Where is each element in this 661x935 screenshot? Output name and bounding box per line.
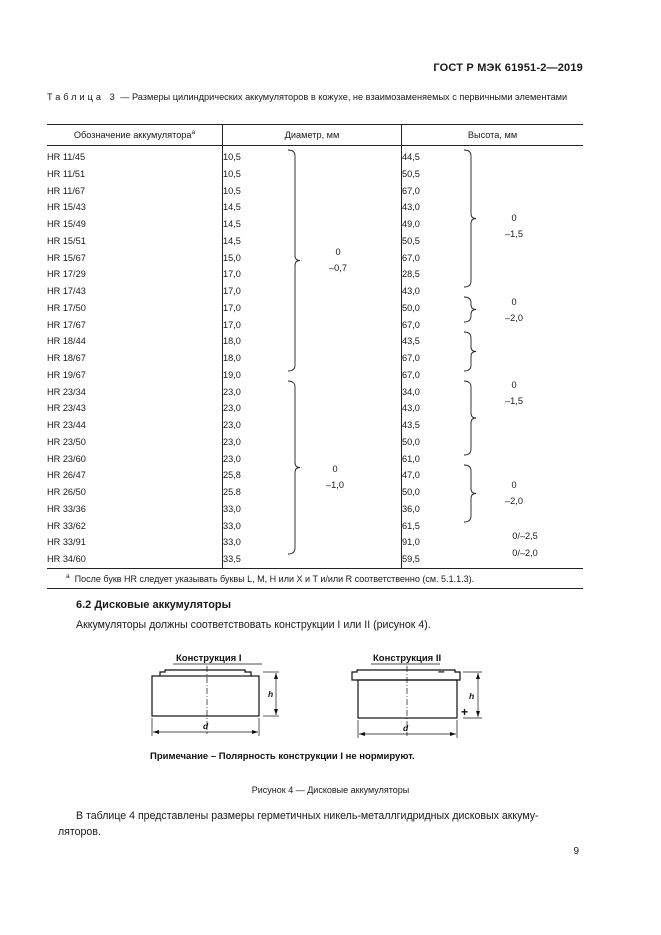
- height-tol-2: 0 –2,0: [505, 297, 523, 323]
- document-header: ГОСТ Р МЭК 61951-2—2019: [433, 62, 583, 74]
- cell-diameter: 25.8: [223, 484, 402, 501]
- table-row: [47, 250, 583, 267]
- cell-height: 61,5: [402, 518, 584, 535]
- cell-designation: HR 11/67: [47, 185, 86, 196]
- cell-designation: HR 11/45: [47, 152, 86, 162]
- cell-diameter: 10,5: [223, 166, 402, 183]
- table-row: [47, 166, 583, 183]
- cell-diameter: 23,0: [223, 384, 402, 401]
- cell-height: 43,0: [402, 199, 584, 216]
- construction-2-label: Конструкция II: [373, 653, 442, 664]
- closing-paragraph-line-1: В таблице 4 представлены размеры герметичных никель-металлгидридных дисковых аккуму-: [76, 810, 539, 822]
- cell-diameter: 15,0: [223, 250, 402, 267]
- page-number: 9: [573, 846, 579, 857]
- cell-height: 43,0: [402, 283, 584, 300]
- cell-designation: HR 19/67: [47, 369, 86, 380]
- cell-diameter: 25,8: [223, 467, 402, 484]
- figure-note: Примечание – Полярность конструкции I не нормируют.: [150, 751, 415, 762]
- col-diameter-header: Диаметр, мм: [223, 125, 402, 146]
- figure-caption: Рисунок 4 — Дисковые аккумуляторы: [251, 785, 410, 795]
- cell-designation: HR 17/50: [47, 302, 86, 313]
- cell-diameter: 14,5: [223, 199, 402, 216]
- diameter-tol-1: 0 –0,7: [329, 247, 347, 273]
- cell-designation: HR 23/34: [47, 386, 86, 397]
- cell-designation: HR 15/49: [47, 219, 86, 229]
- cell-diameter: 17,0: [223, 266, 402, 283]
- cell-height: 50,5: [402, 166, 584, 183]
- cell-diameter: 10,5: [223, 146, 402, 166]
- cell-designation: HR 15/43: [47, 202, 86, 213]
- table-row: [47, 434, 583, 451]
- cell-diameter: 33,0: [223, 534, 402, 551]
- cell-height: 67,0: [402, 350, 584, 367]
- cell-diameter: 18,0: [223, 350, 402, 367]
- dim-h-1: h: [268, 689, 274, 699]
- dim-h-2: h: [469, 691, 475, 701]
- cell-designation: HR 33/36: [47, 503, 86, 514]
- cell-designation: HR 33/91: [47, 537, 86, 548]
- cell-diameter: 17,0: [223, 317, 402, 334]
- table-caption-text: — Размеры цилиндрических аккумуляторов в кожухе, не взаимозаменяемых с первичными элементами: [117, 92, 568, 102]
- cell-height: 28,5: [402, 266, 584, 283]
- cell-designation: HR 15/51: [47, 235, 86, 246]
- diameter-tol-2: 0 –1,0: [326, 464, 344, 490]
- cell-height: 36,0: [402, 501, 584, 518]
- dimensions-table: [47, 124, 583, 589]
- cell-height: 43,5: [402, 417, 584, 434]
- cell-height: 59,5: [402, 551, 584, 568]
- table-row: [47, 417, 583, 434]
- construction-1-label: Конструкция I: [176, 653, 242, 664]
- cell-diameter: 23,0: [223, 400, 402, 417]
- section-intro: Аккумуляторы должны соответствовать конструкции I или II (рисунок 4).: [76, 619, 431, 631]
- height-tol-3: 0 –1,5: [505, 380, 523, 406]
- cell-height: 47,0: [402, 467, 584, 484]
- cell-height: 50,0: [402, 300, 584, 317]
- cell-diameter: 10,5: [223, 183, 402, 200]
- cell-diameter: 19,0: [223, 367, 402, 384]
- cell-designation: HR 18/67: [47, 353, 86, 363]
- cell-designation: HR 34/60: [47, 554, 86, 564]
- cell-diameter: 17,0: [223, 300, 402, 317]
- dim-d-2: d: [403, 723, 409, 733]
- cell-diameter: 23,0: [223, 451, 402, 468]
- table-row: [47, 266, 583, 283]
- cell-height: 67,0: [402, 250, 584, 267]
- table-footnote: $^а$ После букв HR следует указывать буквы L, M, H или X и T и/или R соответственно (см. 5.1.1.3).: [47, 568, 583, 588]
- cell-diameter: 33,0: [223, 501, 402, 518]
- minus-sign: –: [438, 664, 445, 678]
- closing-paragraph-line-2: ляторов.: [58, 826, 101, 838]
- table-row: [47, 183, 583, 200]
- cell-designation: HR 18/44: [47, 336, 86, 347]
- table-row: [47, 350, 583, 367]
- cell-designation: HR 23/44: [47, 420, 86, 430]
- cell-height: 61,0: [402, 451, 584, 468]
- cell-designation: HR 26/47: [47, 470, 86, 481]
- dim-d-1: d: [203, 721, 209, 731]
- table-row: [47, 146, 583, 166]
- height-tol-single-a: 0/–2,5: [512, 531, 538, 541]
- cell-diameter: 14,5: [223, 233, 402, 250]
- cell-height: 43,0: [402, 400, 584, 417]
- cell-height: 44,5: [402, 146, 584, 166]
- cell-designation: HR 23/43: [47, 403, 86, 414]
- cell-designation: HR 26/50: [47, 487, 86, 497]
- table-footnote-row: [47, 568, 583, 588]
- cell-height: 50,0: [402, 434, 584, 451]
- cell-height: 50,0: [402, 484, 584, 501]
- table-row: [47, 333, 583, 350]
- plus-sign: +: [461, 705, 469, 719]
- cell-height: 67,0: [402, 317, 584, 334]
- cell-diameter: 18,0: [223, 333, 402, 350]
- cell-height: 49,0: [402, 216, 584, 233]
- cell-diameter: 33,5: [223, 551, 402, 568]
- table-caption-label: Таблица 3: [47, 92, 118, 102]
- cell-diameter: 23,0: [223, 434, 402, 451]
- cell-diameter: 23,0: [223, 417, 402, 434]
- figure-disc-batteries: [0, 650, 661, 770]
- table-header-row: [47, 125, 583, 146]
- cell-height: 34,0: [402, 384, 584, 401]
- col-designation-header: Обозначение аккумулятора$^а$: [47, 125, 223, 146]
- height-tol-4: 0 –2,0: [505, 480, 523, 506]
- cell-height: 67,0: [402, 183, 584, 200]
- cell-diameter: 33,0: [223, 518, 402, 535]
- cell-diameter: 14,5: [223, 216, 402, 233]
- cell-designation: HR 33/62: [47, 520, 86, 531]
- height-tol-single-b: 0/–2,0: [512, 548, 538, 558]
- cell-designation: HR 15/67: [47, 252, 86, 263]
- cell-height: 91,0: [402, 534, 584, 551]
- cell-designation: HR 17/43: [47, 286, 86, 296]
- cell-designation: HR 23/50: [47, 436, 86, 447]
- col-height-header: Высота, мм: [402, 125, 584, 146]
- height-tol-1: 0 –1,5: [505, 213, 523, 239]
- section-title: 6.2 Дисковые аккумуляторы: [76, 599, 232, 611]
- cell-height: 67,0: [402, 367, 584, 384]
- cell-designation: HR 17/29: [47, 269, 86, 280]
- cell-designation: HR 11/51: [47, 168, 86, 179]
- cell-designation: HR 17/67: [47, 319, 86, 330]
- table-caption: [47, 92, 584, 103]
- cell-height: 50,5: [402, 233, 584, 250]
- cell-height: 43,5: [402, 333, 584, 350]
- cell-diameter: 17,0: [223, 283, 402, 300]
- cell-designation: HR 23/60: [47, 453, 86, 464]
